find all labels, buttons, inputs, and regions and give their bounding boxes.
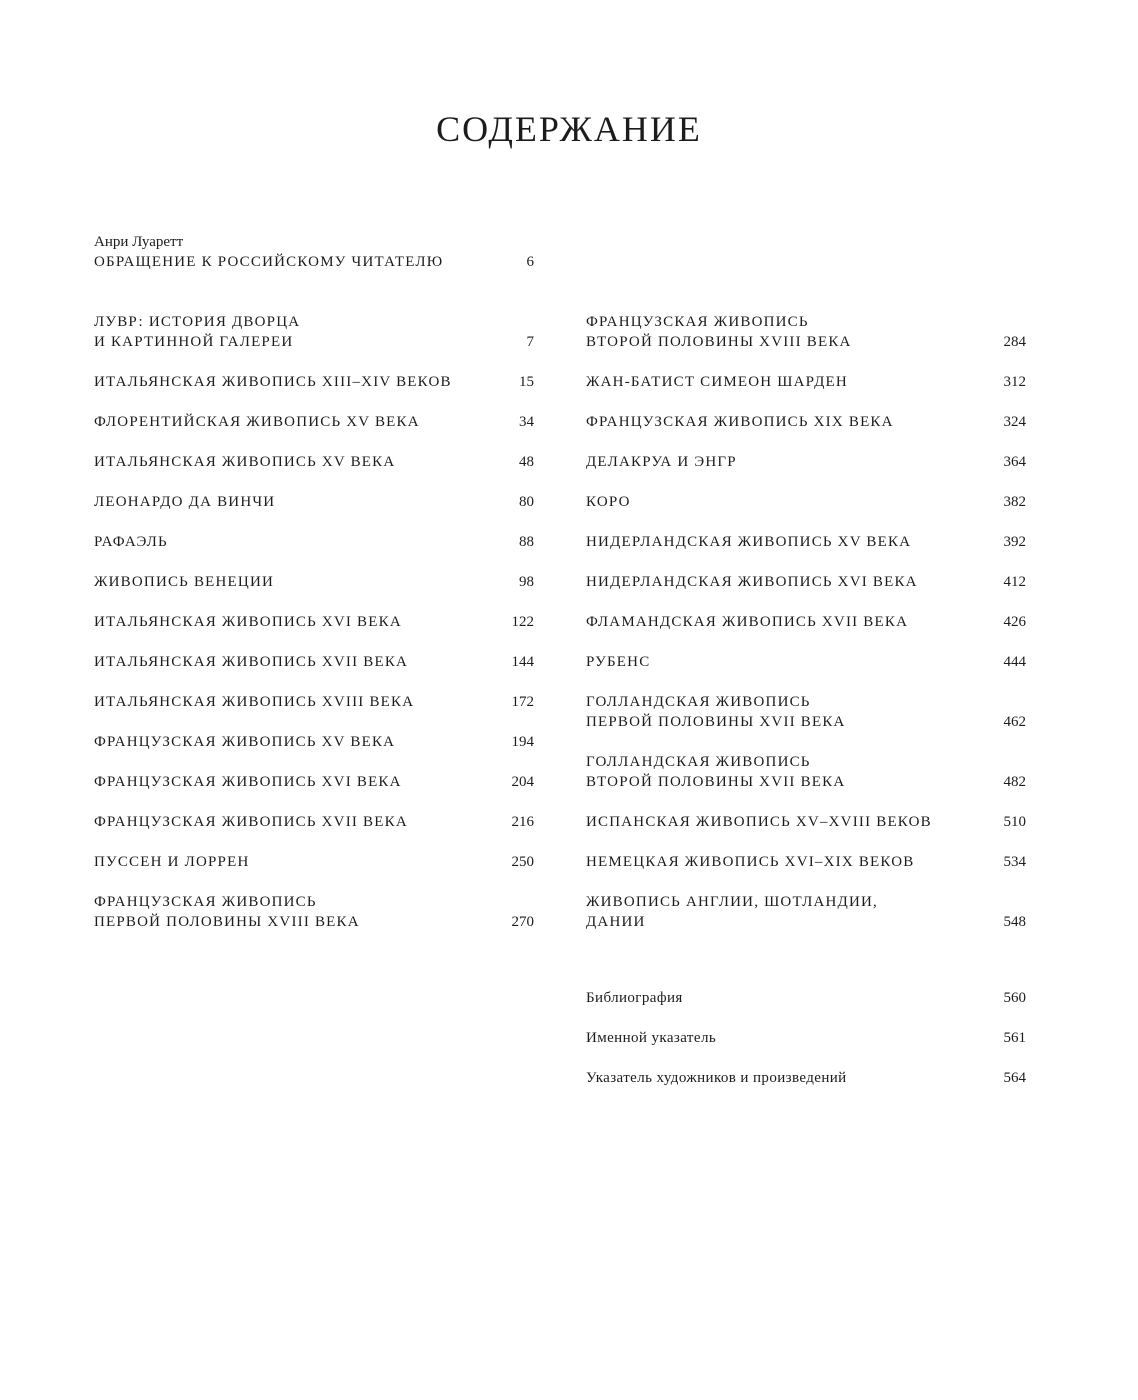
toc-entry-title: ЖИВОПИСЬ АНГЛИИ, ШОТЛАНДИИ, ДАНИИ bbox=[586, 894, 878, 930]
toc-left-column bbox=[94, 312, 534, 952]
toc-entry-page: 510 bbox=[1003, 814, 1026, 830]
toc-entry-page: 412 bbox=[1003, 574, 1026, 590]
toc-entry-title: ФРАНЦУЗСКАЯ ЖИВОПИСЬ XIX ВЕКА bbox=[586, 414, 894, 430]
toc-entry-page: 548 bbox=[1003, 914, 1026, 930]
toc-entry[interactable] bbox=[586, 652, 1026, 672]
toc-entry-page: 444 bbox=[1003, 654, 1026, 670]
toc-entry-title: НЕМЕЦКАЯ ЖИВОПИСЬ XVI–XIX ВЕКОВ bbox=[586, 854, 915, 870]
toc-entry[interactable] bbox=[586, 612, 1026, 632]
toc-entry[interactable] bbox=[586, 372, 1026, 392]
toc-entry[interactable] bbox=[94, 652, 534, 672]
toc-entry[interactable] bbox=[94, 812, 534, 832]
toc-entry[interactable] bbox=[94, 692, 534, 712]
toc-entry-page: 122 bbox=[511, 614, 534, 630]
toc-entry-title: ЖИВОПИСЬ ВЕНЕЦИИ bbox=[94, 574, 275, 590]
toc-entry-title: ГОЛЛАНДСКАЯ ЖИВОПИСЬ ПЕРВОЙ ПОЛОВИНЫ XVII ВЕКА bbox=[586, 694, 846, 730]
toc-entry-page: 382 bbox=[1003, 494, 1026, 510]
toc-entry-page: 364 bbox=[1003, 454, 1026, 470]
toc-entry[interactable] bbox=[586, 412, 1026, 432]
toc-entry-page: 7 bbox=[526, 334, 534, 350]
toc-entry-page: 250 bbox=[511, 854, 534, 870]
toc-entry-title: ИТАЛЬЯНСКАЯ ЖИВОПИСЬ XVI ВЕКА bbox=[94, 614, 402, 630]
toc-right-column bbox=[586, 312, 1026, 952]
back-entry-title: Именной указатель bbox=[586, 1030, 717, 1046]
toc-entry-page: 324 bbox=[1003, 414, 1026, 430]
back-entry[interactable] bbox=[586, 988, 1026, 1008]
toc-entry-page: 482 bbox=[1003, 774, 1026, 790]
toc-entry-page: 270 bbox=[511, 914, 534, 930]
toc-entry-title: РУБЕНС bbox=[586, 654, 651, 670]
toc-entry-title: ЖАН-БАТИСТ СИМЕОН ШАРДЕН bbox=[586, 374, 848, 390]
toc-entry[interactable] bbox=[586, 752, 1026, 792]
toc-entry-page: 172 bbox=[511, 694, 534, 710]
toc-entry[interactable] bbox=[586, 312, 1026, 352]
toc-entry-title: ФЛАМАНДСКАЯ ЖИВОПИСЬ XVII ВЕКА bbox=[586, 614, 909, 630]
back-matter bbox=[586, 988, 1026, 1108]
toc-entry[interactable] bbox=[586, 452, 1026, 472]
intro-title: ОБРАЩЕНИЕ К РОССИЙСКОМУ ЧИТАТЕЛЮ bbox=[94, 254, 444, 270]
toc-entry[interactable] bbox=[586, 852, 1026, 872]
toc-entry-page: 204 bbox=[511, 774, 534, 790]
toc-entry-title: РАФАЭЛЬ bbox=[94, 534, 168, 550]
back-entry-title: Указатель художников и произведений bbox=[586, 1070, 847, 1086]
toc-entry-page: 144 bbox=[511, 654, 534, 670]
toc-entry[interactable] bbox=[94, 892, 534, 932]
back-entry-page: 560 bbox=[1003, 990, 1026, 1006]
toc-entry-title: ЛЕОНАРДО ДА ВИНЧИ bbox=[94, 494, 276, 510]
toc-entry-page: 98 bbox=[519, 574, 534, 590]
toc-entry-page: 88 bbox=[519, 534, 534, 550]
toc-entry-title: ГОЛЛАНДСКАЯ ЖИВОПИСЬ ВТОРОЙ ПОЛОВИНЫ XVII ВЕКА bbox=[586, 754, 846, 790]
toc-entry[interactable] bbox=[94, 772, 534, 792]
back-entry[interactable] bbox=[586, 1028, 1026, 1048]
toc-entry-title: ПУССЕН И ЛОРРЕН bbox=[94, 854, 250, 870]
toc-entry-title: ИТАЛЬЯНСКАЯ ЖИВОПИСЬ XVIII ВЕКА bbox=[94, 694, 415, 710]
toc-entry-title: ДЕЛАКРУА И ЭНГР bbox=[586, 454, 737, 470]
toc-entry-page: 216 bbox=[511, 814, 534, 830]
toc-entry-page: 34 bbox=[519, 414, 534, 430]
toc-entry[interactable] bbox=[586, 572, 1026, 592]
toc-entry-title: КОРО bbox=[586, 494, 631, 510]
toc-entry-title: ФРАНЦУЗСКАЯ ЖИВОПИСЬ XVII ВЕКА bbox=[94, 814, 408, 830]
intro-page: 6 bbox=[526, 254, 534, 270]
toc-entry[interactable] bbox=[94, 372, 534, 392]
toc-entry-title: НИДЕРЛАНДСКАЯ ЖИВОПИСЬ XVI ВЕКА bbox=[586, 574, 918, 590]
intro-entry[interactable] bbox=[94, 232, 534, 272]
toc-entry[interactable] bbox=[94, 612, 534, 632]
toc-entry-page: 534 bbox=[1003, 854, 1026, 870]
intro-author: Анри Луаретт bbox=[94, 234, 184, 250]
toc-entry-page: 48 bbox=[519, 454, 534, 470]
toc-entry-title: НИДЕРЛАНДСКАЯ ЖИВОПИСЬ XV ВЕКА bbox=[586, 534, 912, 550]
back-entry-page: 561 bbox=[1003, 1030, 1026, 1046]
toc-entry[interactable] bbox=[94, 852, 534, 872]
toc-entry-title: ФЛОРЕНТИЙСКАЯ ЖИВОПИСЬ XV ВЕКА bbox=[94, 414, 420, 430]
toc-entry-page: 312 bbox=[1003, 374, 1026, 390]
toc-entry[interactable] bbox=[94, 732, 534, 752]
back-entry-page: 564 bbox=[1003, 1070, 1026, 1086]
toc-entry-title: ИТАЛЬЯНСКАЯ ЖИВОПИСЬ XVII ВЕКА bbox=[94, 654, 409, 670]
back-entry-title: Библиография bbox=[586, 990, 683, 1006]
toc-entry-page: 194 bbox=[511, 734, 534, 750]
toc-entry-page: 462 bbox=[1003, 714, 1026, 730]
toc-entry[interactable] bbox=[586, 492, 1026, 512]
toc-entry[interactable] bbox=[586, 892, 1026, 932]
toc-entry[interactable] bbox=[94, 532, 534, 552]
toc-entry-title: ФРАНЦУЗСКАЯ ЖИВОПИСЬ ПЕРВОЙ ПОЛОВИНЫ XVIII ВЕКА bbox=[94, 894, 360, 930]
toc-entry[interactable] bbox=[94, 412, 534, 432]
toc-entry-title: ФРАНЦУЗСКАЯ ЖИВОПИСЬ XV ВЕКА bbox=[94, 734, 396, 750]
toc-entry[interactable] bbox=[94, 312, 534, 352]
toc-entry[interactable] bbox=[586, 532, 1026, 552]
toc-entry-title: ФРАНЦУЗСКАЯ ЖИВОПИСЬ XVI ВЕКА bbox=[94, 774, 402, 790]
toc-entry-page: 80 bbox=[519, 494, 534, 510]
toc-entry[interactable] bbox=[94, 572, 534, 592]
page-title: СОДЕРЖАНИЕ bbox=[436, 109, 702, 149]
toc-entry-page: 15 bbox=[519, 374, 534, 390]
toc-entry-title: ЛУВР: ИСТОРИЯ ДВОРЦА И КАРТИННОЙ ГАЛЕРЕИ bbox=[94, 314, 301, 350]
toc-entry[interactable] bbox=[586, 812, 1026, 832]
toc-entry[interactable] bbox=[94, 452, 534, 472]
toc-entry-title: ИСПАНСКАЯ ЖИВОПИСЬ XV–XVIII ВЕКОВ bbox=[586, 814, 932, 830]
toc-entry-title: ФРАНЦУЗСКАЯ ЖИВОПИСЬ ВТОРОЙ ПОЛОВИНЫ XVIII ВЕКА bbox=[586, 314, 852, 350]
toc-entry-title: ИТАЛЬЯНСКАЯ ЖИВОПИСЬ XIII–XIV ВЕКОВ bbox=[94, 374, 452, 390]
toc-entry-page: 426 bbox=[1003, 614, 1026, 630]
toc-entry-page: 284 bbox=[1003, 334, 1026, 350]
toc-entry-title: ИТАЛЬЯНСКАЯ ЖИВОПИСЬ XV ВЕКА bbox=[94, 454, 396, 470]
toc-entry[interactable] bbox=[586, 692, 1026, 732]
toc-entry-page: 392 bbox=[1003, 534, 1026, 550]
toc-entry[interactable] bbox=[94, 492, 534, 512]
back-entry[interactable] bbox=[586, 1068, 1026, 1088]
